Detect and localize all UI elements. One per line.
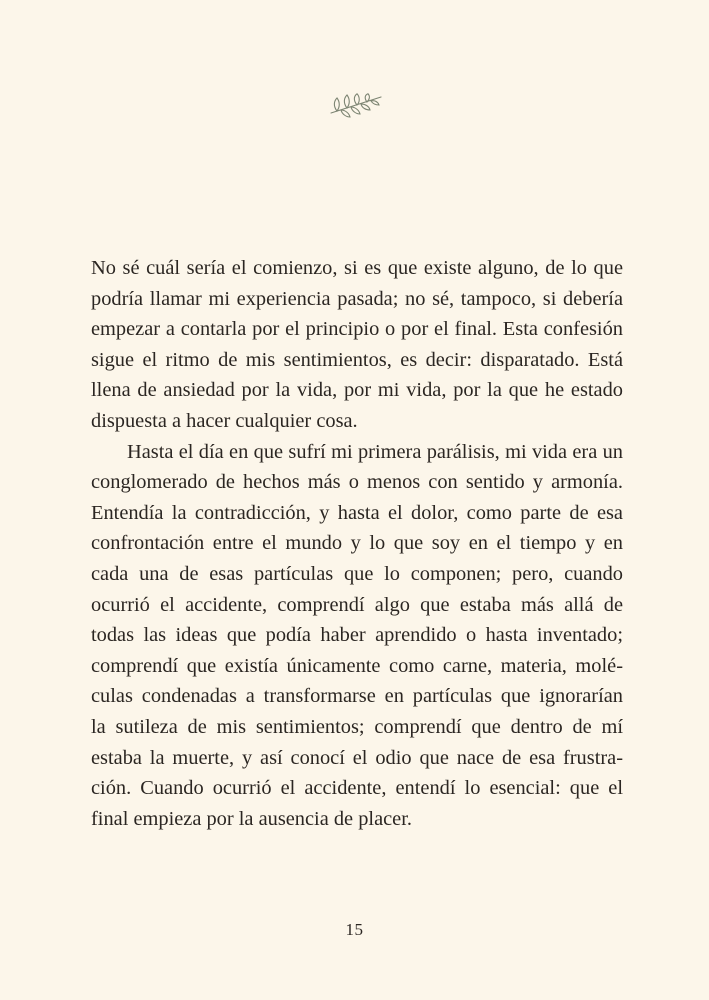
text-line: cada una de esas partículas que lo componen; pero, cuando bbox=[91, 562, 623, 585]
text-line: comprendí que existía únicamente como carne, materia, molé- bbox=[91, 654, 623, 677]
text-line: conglomerado de hechos más o menos con sentido y armonía. bbox=[91, 471, 623, 494]
text-line: No sé cuál sería el comienzo, si es que existe alguno, de lo que bbox=[91, 257, 623, 279]
text-line: llena de ansiedad por la vida, por mi vida, por la que he estado bbox=[91, 379, 623, 402]
text-line: sigue el ritmo de mis sentimientos, es decir: disparatado. Está bbox=[91, 348, 623, 371]
text-line: final empieza por la ausencia de placer. bbox=[91, 807, 412, 830]
text-line: Entendía la contradicción, y hasta el dolor, como parte de esa bbox=[91, 501, 623, 524]
paragraph-1 bbox=[91, 253, 623, 437]
text-line: ocurrió el accidente, comprendí algo que estaba más allá de bbox=[91, 593, 623, 616]
text-line: empezar a contarla por el principio o por el final. Esta confesión bbox=[91, 318, 623, 341]
text-line: la sutileza de mis sentimientos; comprendí que dentro de mí bbox=[91, 715, 623, 738]
text-line: confrontación entre el mundo y lo que soy en el tiempo y en bbox=[91, 532, 623, 555]
text-line: todas las ideas que podía haber aprendido o hasta inventado; bbox=[91, 624, 623, 647]
body-text bbox=[91, 253, 623, 834]
text-line: podría llamar mi experiencia pasada; no sé, tampoco, si debería bbox=[91, 287, 623, 310]
page-number: 15 bbox=[345, 920, 364, 939]
leaf-branch-ornament-icon bbox=[329, 93, 383, 119]
text-line: dispuesta a hacer cualquier cosa. bbox=[91, 409, 358, 432]
text-line: culas condenadas a transformarse en partículas que ignorarían bbox=[91, 685, 623, 708]
text-line: ción. Cuando ocurrió el accidente, entendí lo esencial: que el bbox=[91, 777, 623, 800]
paragraph-2 bbox=[91, 437, 623, 835]
text-line: Hasta el día en que sufrí mi primera parálisis, mi vida era un bbox=[127, 440, 623, 463]
text-line: estaba la muerte, y así conocí el odio que nace de esa frustra- bbox=[91, 746, 623, 769]
